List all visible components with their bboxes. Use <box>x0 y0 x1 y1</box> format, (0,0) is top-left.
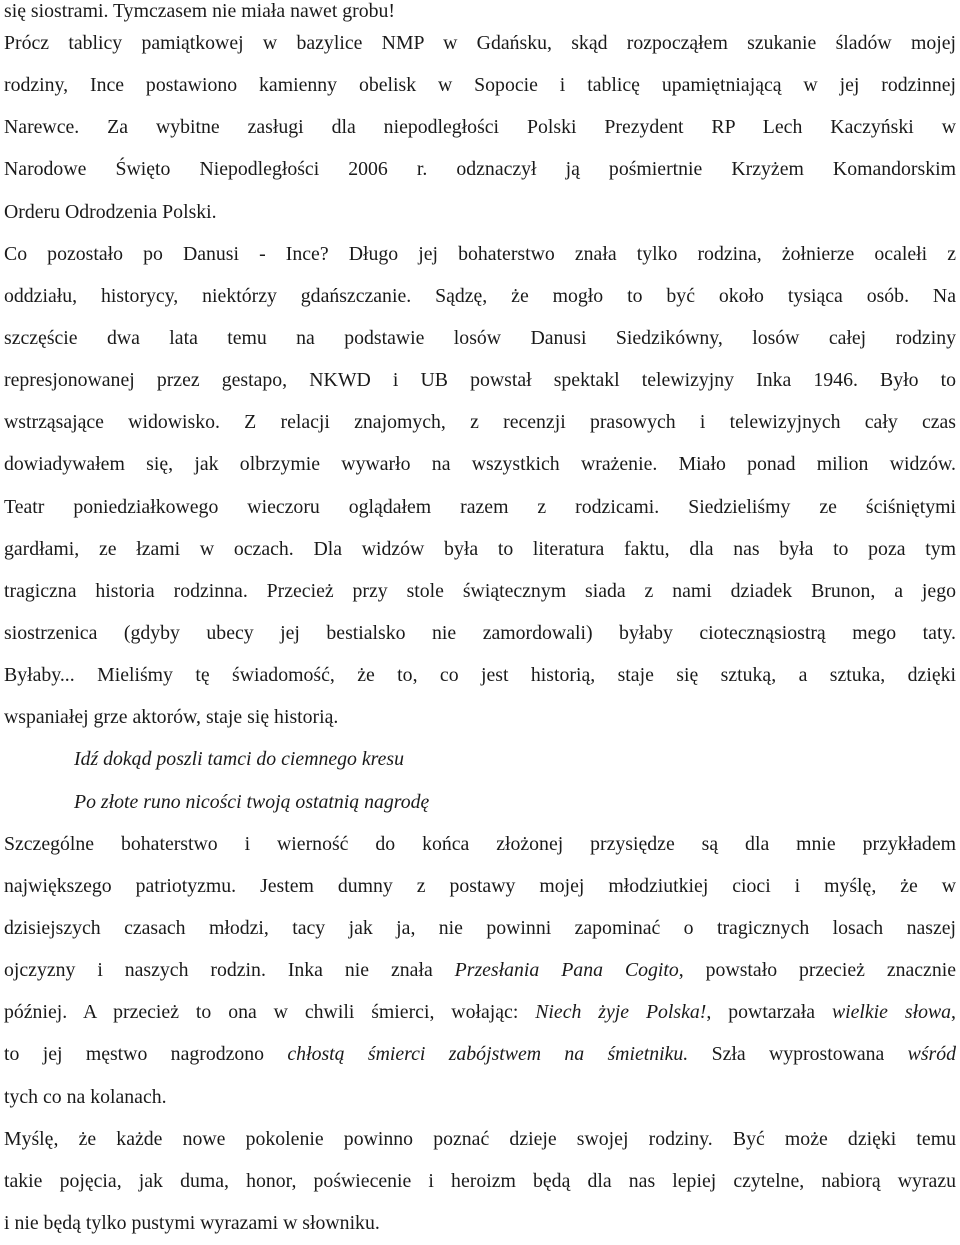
text-line: tych co na kolanach. <box>4 1085 167 1108</box>
text-fragment: , powstało przecież znacznie <box>678 959 956 982</box>
text-line: wstrząsające widowisko. Z relacji znajomych, z recenzji prasowych i telewizyjnych cały czas <box>4 411 956 434</box>
text-fragment: później. A przecież to ona w chwili śmierci, wołając: <box>4 1001 536 1024</box>
text-line: Orderu Odrodzenia Polski. <box>4 200 217 223</box>
text-line: wspaniałej grze aktorów, staje się historią. <box>4 706 339 729</box>
text-line: tragiczna historia rodzinna. Przecież przy stole świątecznym siada z nami dziadek Brunon, a jego <box>4 579 956 602</box>
text-line: oddziału, historycy, niektórzy gdańszczanie. Sądzę, że mogło to być około tysiąca osób. Na <box>4 284 956 307</box>
text-fragment: ojczyzny i naszych rodzin. Inka nie znała <box>4 959 455 982</box>
text-line: gardłami, ze łzami w oczach. Dla widzów była to literatura faktu, dla nas była to poza tym <box>4 537 956 560</box>
text-fragment: Szła wyprostowana <box>688 1043 908 1066</box>
text-line: szczęście dwa lata temu na podstawie losów Danusi Siedzikówny, losów całej rodziny <box>4 326 956 349</box>
text-line <box>4 991 956 1033</box>
text-fragment: to jej męstwo nagrodzono <box>4 1043 288 1066</box>
text-line: Myślę, że każde nowe pokolenie powinno poznać dzieje swojej rodziny. Być może dzięki temu <box>4 1127 956 1150</box>
italic-quote: wśród <box>907 1043 956 1066</box>
italic-quote: wielkie słowa <box>831 1001 952 1024</box>
text-line: Narodowe Święto Niepodległości 2006 r. odznaczył ją pośmiertnie Krzyżem Komandorskim <box>4 158 956 181</box>
text-line: represjonowanej przez gestapo, NKWD i UB powstał spektakl telewizyjny Inka 1946. Było to <box>4 369 956 392</box>
text-line: Prócz tablicy pamiątkowej w bazylice NMP w Gdańsku, skąd rozpocząłem szukanie śladów mojej <box>4 32 956 54</box>
text-fragment: , <box>951 1001 956 1024</box>
text-line <box>4 949 956 991</box>
text-line: się siostrami. Tymczasem nie miała nawet grobu! <box>4 0 396 22</box>
text-line: i nie będą tylko pustymi wyrazami w słowniku. <box>4 1211 380 1234</box>
text-line: takie pojęcia, jak duma, honor, poświecenie i heroizm będą dla nas lepiej czytelne, nabiorą wyrazu <box>4 1169 956 1192</box>
text-line: największego patriotyzmu. Jestem dumny z postawy mojej młodziutkiej cioci i myślę, że w <box>4 874 956 897</box>
text-line: Byłaby... Mieliśmy tę świadomość, że to, co jest historią, staje się sztuką, a sztuka, dzięki <box>4 664 956 687</box>
text-line: Co pozostało po Danusi - Ince? Długo jej bohaterstwo znała tylko rodzina, żołnierze ocalełi z <box>4 242 956 265</box>
text-line: Szczególne bohaterstwo i wierność do końca złożonej przysiędze są dla mnie przykładem <box>4 832 956 855</box>
text-fragment: , powtarzała <box>706 1001 832 1024</box>
italic-quote: Niech żyje Polska! <box>535 1001 707 1024</box>
text-line <box>4 1033 956 1075</box>
text-line: siostrzenica (gdyby ubecy jej bestialsko nie zamordowali) byłaby ciotecznąsiostrą mego taty. <box>4 621 956 644</box>
text-line: Teatr poniedziałkowego wieczoru oglądałem razem z rodzicami. Siedzieliśmy ze ściśniętymi <box>4 495 956 518</box>
text-line: rodziny, Ince postawiono kamienny obelisk w Sopocie i tablicę upamiętniającą w jej rodzinnej <box>4 74 956 97</box>
italic-quote: chłostą śmierci zabójstwem na śmietniku. <box>287 1043 689 1066</box>
text-line: dowiadywałem się, jak olbrzymie wywarło na wszystkich wrażenie. Miało ponad milion widzów. <box>4 453 956 476</box>
italic-title: Przesłania Pana Cogito <box>454 959 679 982</box>
poem-line: Po złote runo nicości twoją ostatnią nagrodę <box>74 790 430 813</box>
poem-line: Idź dokąd poszli tamci do ciemnego kresu <box>74 748 404 771</box>
text-line: Narewce. Za wybitne zasługi dla niepodległości Polski Prezydent RP Lech Kaczyński w <box>4 116 956 139</box>
text-line: dzisiejszych czasach młodzi, tacy jak ja, nie powinni zapominać o tragicznych losach naszej <box>4 916 956 939</box>
